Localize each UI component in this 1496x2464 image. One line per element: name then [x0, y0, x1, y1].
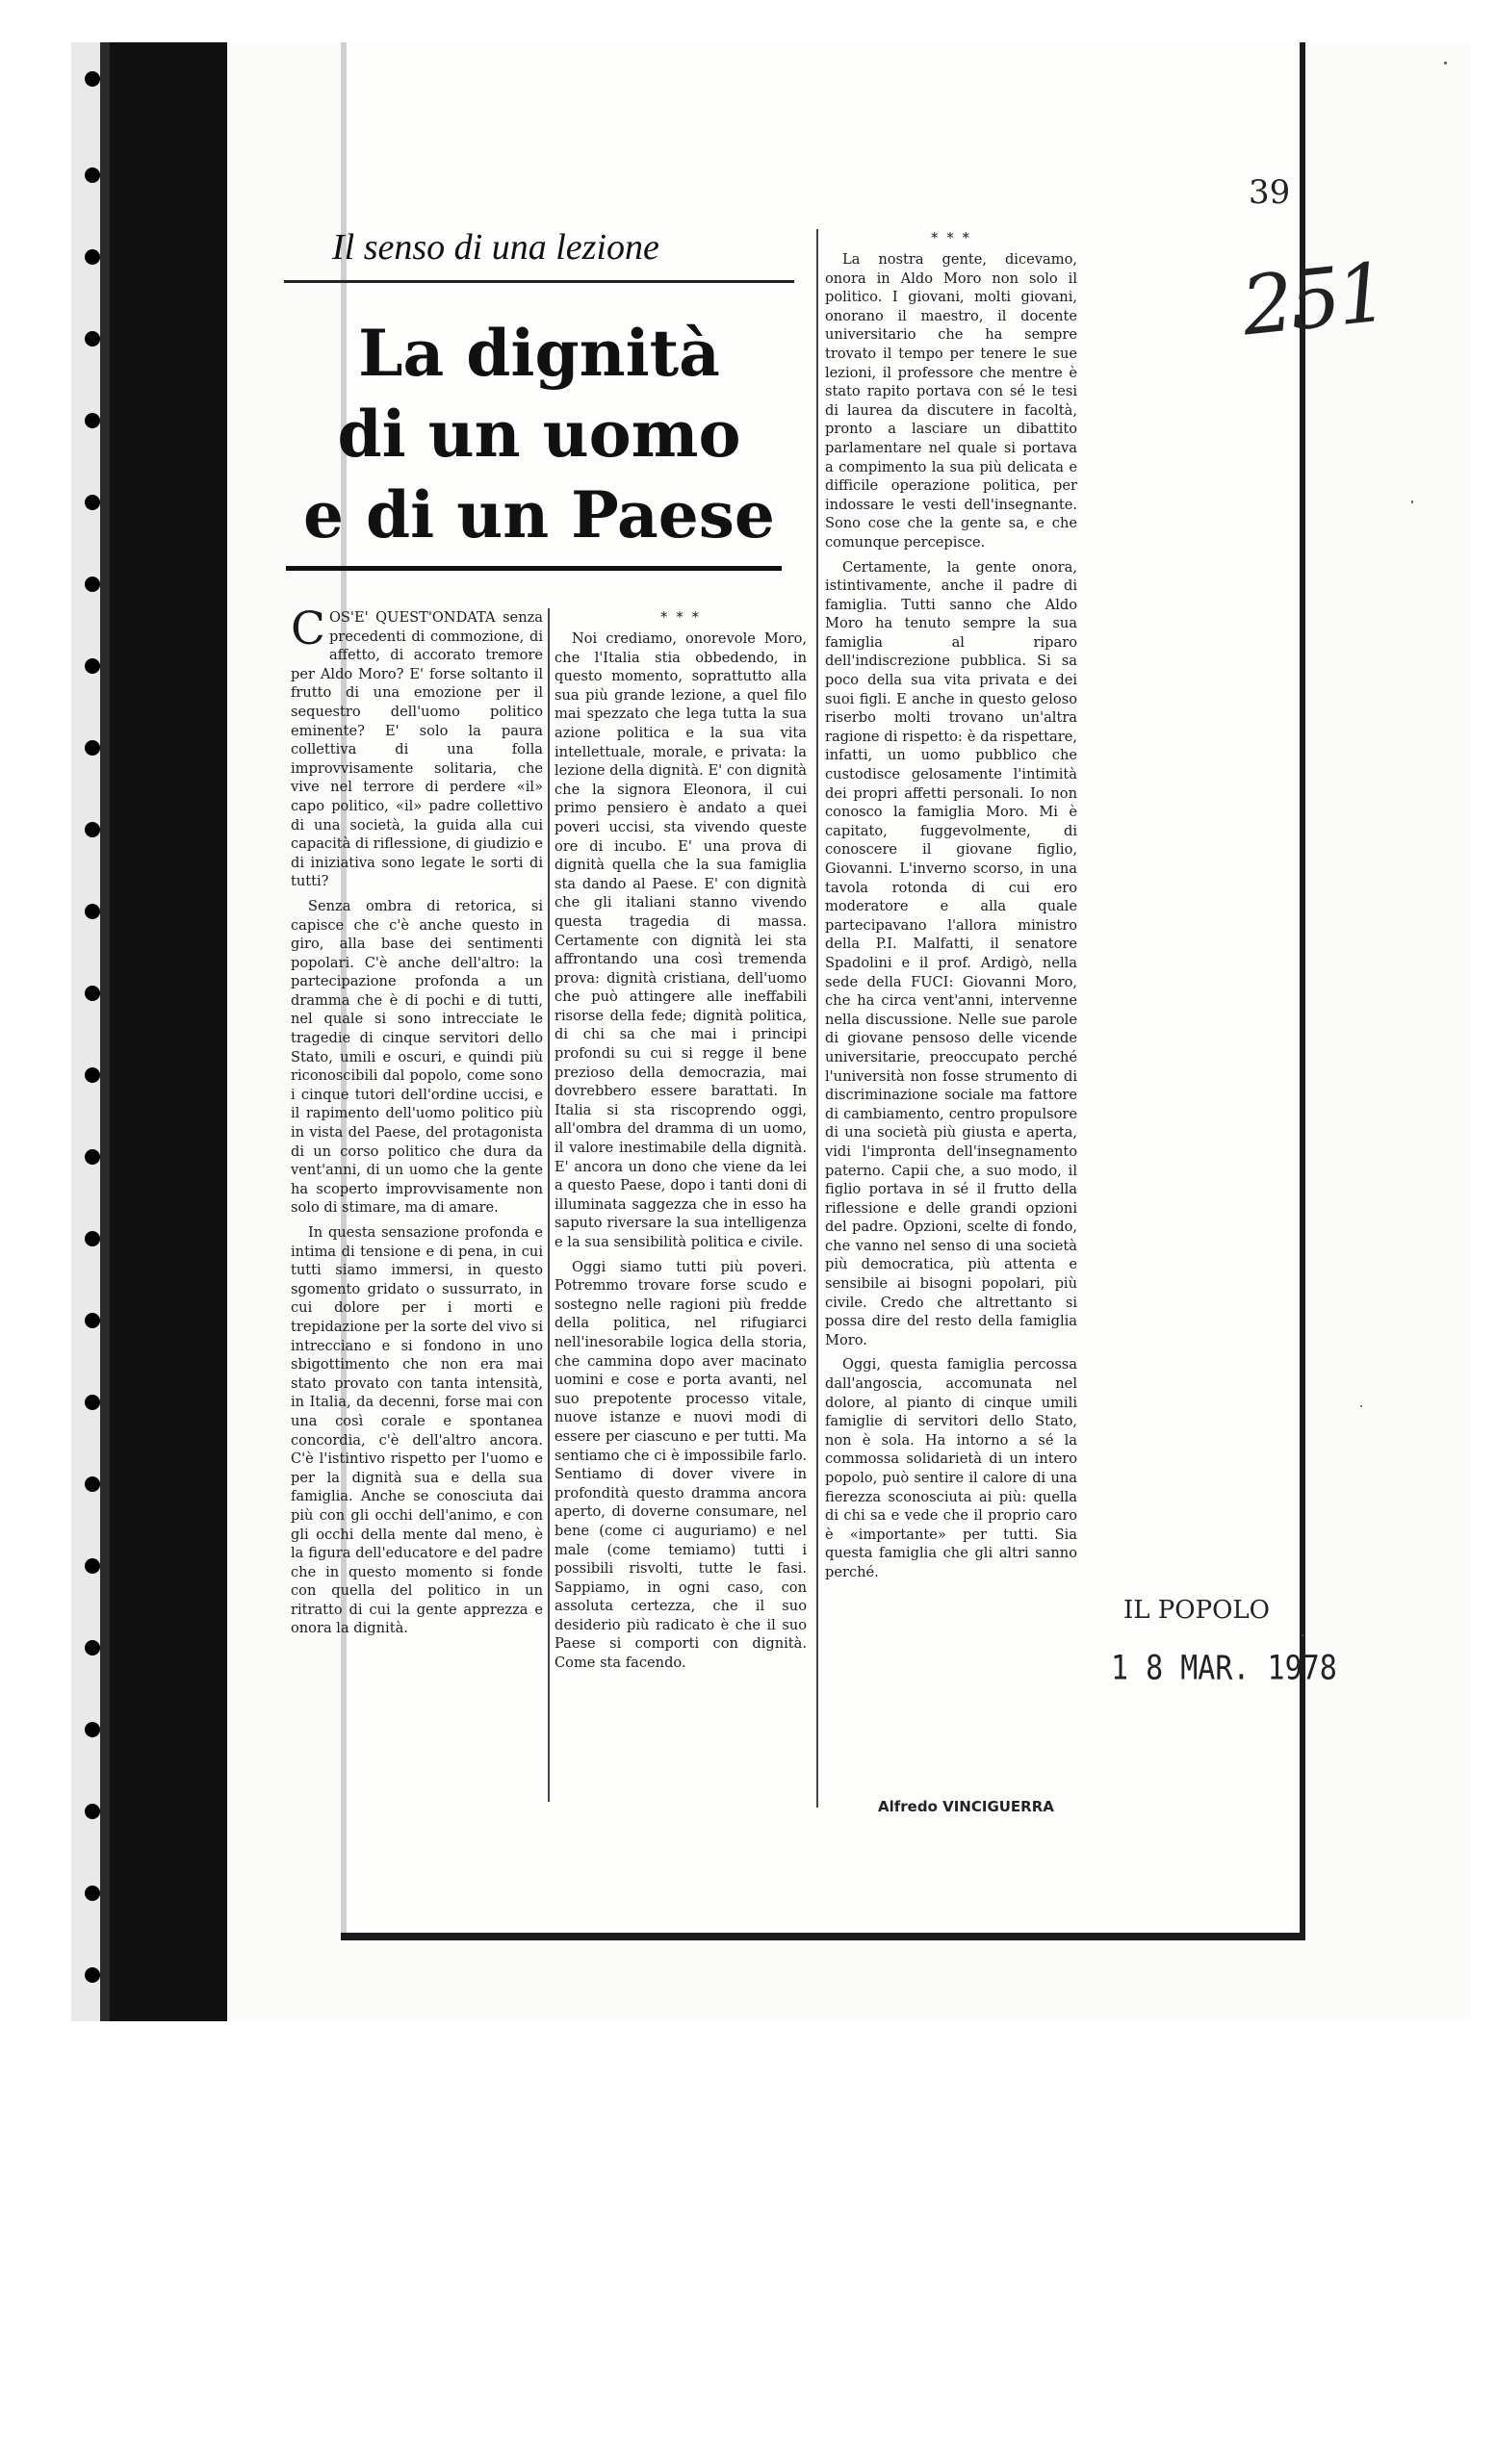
paragraph: Oggi siamo tutti più poveri. Potremmo trovare forse scudo e sostegno nelle ragioni più fredde della politica, nel rifugiarci nell'inesorabile logica della storia, che cammina dopo aver macinato uomini e cose e porta avanti, nel suo prepotente processo vitale, nuove istanze e nuovi modi di essere per ciascuno e per tutti. Ma sentiamo che ci è impossibile farlo. Sentiamo di dover vivere in profondità questo dramma ancora aperto, di doverne consumare, nel bene (come ci auguriamo) e nel male (come temiamo) tutti i possibili risvolti, tutte le fasi. Sappiamo, in ogni caso, con assoluta certezza, che il suo desiderio più radicato è che il suo Paese si comporti con dignità. Come sta facendo. — [555, 1258, 807, 1672]
article-column-2 — [555, 608, 807, 1679]
punch-hole — [85, 413, 100, 428]
scan-speck — [1302, 1634, 1303, 1636]
paragraph: Noi crediamo, onorevole Moro, che l'Italia stia obbedendo, in questo momento, soprattutto alla sua più grande lezione, a quel filo mai spezzato che lega tutta la sua azione politica e la sua vita intellettuale, morale, e privata: la lezione della dignità. E' con dignità che la signora Eleonora, il cui primo pensiero è andato a quei poveri uccisi, sta vivendo queste ore di incubo. E' una prova di dignità quella che la sua famiglia sta dando al Paese. E' con dignità che gli italiani stanno vivendo questa tragedia di massa. Certamente con dignità lei sta affrontando una così tremenda prova: dignità cristiana, dell'uomo che può attingere alle ineffabili risorse della fede; dignità politica, di chi sa che mai i principi profondi su cui si regge il bene prezioso della democrazia, mai dovrebbero essere barattati. In Italia si sta riscoprendo oggi, all'ombra del dramma di un uomo, il valore inestimabile della dignità. E' ancora un dono che viene da lei a questo Paese, dopo i tanti doni di illuminata saggezza che in esso ha saputo riversare la sua intelligenza e la sua sensibilità politica e civile. — [555, 630, 807, 1250]
punch-hole — [85, 577, 100, 592]
punch-hole — [85, 167, 100, 183]
punch-hole — [85, 658, 100, 674]
punch-hole — [85, 904, 100, 919]
paragraph: La nostra gente, dicevamo, onora in Aldo Moro non solo il politico. I giovani, molti giovani, onorano il maestro, il docente universitario che ha sempre trovato il tempo per tenere le sue lezioni, il professore che mentre è stato rapito portava con sé le tesi di laurea da discutere in facoltà, pronto a lasciare un dibattito parlamentare nel quale si portava a compimento la sua più delicata e difficile operazione politica, per indossare le vesti dell'insegnante. Sono cose che la gente sa, e che comunque percepisce. — [825, 251, 1077, 551]
punch-hole — [85, 1067, 100, 1083]
paragraph — [291, 603, 543, 891]
section-separator: * * * — [930, 229, 972, 246]
punch-hole — [85, 1313, 100, 1328]
drop-cap: C — [291, 603, 325, 655]
source-date-stamp: 1 8 MAR. 1978 — [1111, 1649, 1337, 1688]
headline-rule — [286, 566, 782, 571]
source-newspaper: IL POPOLO — [1123, 1596, 1271, 1625]
article-kicker: Il senso di una lezione — [332, 227, 659, 268]
article-column-3 — [825, 229, 1077, 1588]
punch-hole — [85, 1395, 100, 1410]
scan-speck — [1360, 1405, 1362, 1407]
article-byline: Alfredo VINCIGUERRA — [878, 1798, 1054, 1815]
column-rule — [816, 229, 818, 1808]
section-separator: * * * — [659, 608, 702, 626]
punch-hole — [85, 1967, 100, 1983]
scan-speck — [1411, 500, 1413, 503]
paragraph: In questa sensazione profonda e intima di tensione e di pena, in cui tutti siamo immersi, in questo sgomento gridato o sussurrato, in cui dolore per i morti e trepidazione per la sorte del vivo si intrecciano e si fondono in uno sbigottimento che non era mai stato provato con tanta intensità, in Italia, da decenni, forse mai con una così corale e spontanea concordia, c'è dell'altro ancora. C'è l'istintivo rispetto per l'uomo e per la dignità sua e della sua famiglia. Anche se conosciuta dai più con gli occhi dell'animo, e con gli occhi della mente dal meno, è la figura dell'educatore e del padre che in questo momento si fonde con quella del politico in un ritratto di cui la gente apprezza e onora la dignità. — [291, 1224, 543, 1637]
punch-hole — [85, 331, 100, 346]
scan-speck — [1444, 62, 1447, 64]
punch-hole — [85, 249, 100, 265]
headline-line: e di un Paese — [303, 477, 775, 552]
column-rule — [548, 608, 550, 1802]
punch-hole — [85, 1886, 100, 1901]
paragraph: Certamente, la gente onora, istintivamente, anche il padre di famiglia. Tutti sanno che Aldo Moro ha tenuto sempre la sua famiglia al riparo dell'indiscrezione pubblica. Si sa poco della sua vita privata e dei suoi figli. E anche in questo geloso riserbo molti trovano un'altra ragione di rispetto: è da rispettare, infatti, un uomo pubblico che custodisce gelosamente l'intimità dei propri affetti personali. Io non conosco la famiglia Moro. Mi è capitato, fuggevolmente, di conoscere il giovane figlio, Giovanni. L'inverno scorso, in una tavola rotonda di cui ero moderatore e alla quale partecipavano l'allora ministro della P.I. Malfatti, il senatore Spadolini e il prof. Ardigò, nella sede della FUCI: Giovanni Moro, che ha circa vent'anni, intervenne nella discussione. Nelle sue parole di giovane pensoso delle vicende universitarie, preoccupato perché l'università non fosse strumento di discriminazione sociale ma fattore di cambiamento, centro propulsore di una società più giusta e aperta, vidi l'impronta dell'insegnamento paterno. Capii che, a suo modo, il figlio portava in sé il frutto della riflessione e delle grandi opzioni del padre. Opzioni, scelte di fondo, che vanno nel senso di una società più democratica, più attenta e sensibile ai bisogni popolari, più civile. Credo che altrettanto si possa dire del resto della famiglia Moro. — [825, 558, 1077, 1348]
punch-hole — [85, 1722, 100, 1737]
article-headline — [284, 313, 794, 555]
punch-hole — [85, 1558, 100, 1574]
paragraph: Senza ombra di retorica, si capisce che c'è anche questo in giro, alla base dei sentimenti popolari. C'è anche dell'altro: la partecipazione profonda a un dramma che è di pochi e di tutti, nel quale si sono intrecciate le tragedie di cinque servitori dello Stato, umili e oscuri, e quindi più riconoscibili dal popolo, come sono i cinque tutori dell'ordine uccisi, e il rapimento dell'uomo politico più in vista del Paese, del protagonista di un corso politico che dura da vent'anni, di un uomo che la gente ha scoperto improvvisamente non solo di stimare, ma di amare. — [291, 897, 543, 1217]
article-column-1 — [291, 603, 543, 1644]
paragraph-text: OS'E' QUEST'ONDATA senza precedenti di commozione, di affetto, di accorato tremore per Aldo Moro? E' forse soltanto il frutto di una emozione per il sequestro dell'uomo politico eminente? E' solo la paura collettiva di una folla improvvisamente solitaria, che vive nel terrore di perdere «il» capo politico, «il» padre collettivo di una società, la guida alla cui capacità di riflessione, di giudizio e di iniziativa sono legate le sorti di tutti? — [291, 609, 543, 890]
scan-edge — [100, 42, 110, 2021]
punch-hole — [85, 1149, 100, 1165]
handwritten-number: 251 — [1237, 244, 1390, 354]
punch-hole — [85, 822, 100, 837]
punch-hole — [85, 740, 100, 756]
headline-line: di un uomo — [337, 397, 741, 472]
punch-hole — [85, 495, 100, 510]
punch-hole — [85, 1476, 100, 1492]
punch-hole — [85, 986, 100, 1001]
page-number: 39 — [1249, 173, 1291, 212]
punch-hole — [85, 1640, 100, 1656]
paragraph: Oggi, questa famiglia percossa dall'angoscia, accomunata nel dolore, al pianto di cinque umili famiglie di servitori dello Stato, non è sola. Ha intorno a sé la commossa solidarietà di un intero popolo, può sentire il calore di una fierezza sconosciuta ai più: quella di chi sa e vede che il proprio caro è «importante» per tutti. Sia questa famiglia che gli altri sanno perché. — [825, 1356, 1077, 1580]
punch-hole — [85, 1804, 100, 1819]
kicker-rule — [284, 280, 794, 283]
headline-line: La dignità — [358, 316, 720, 391]
punch-hole — [85, 1231, 100, 1246]
punch-hole — [85, 71, 100, 87]
